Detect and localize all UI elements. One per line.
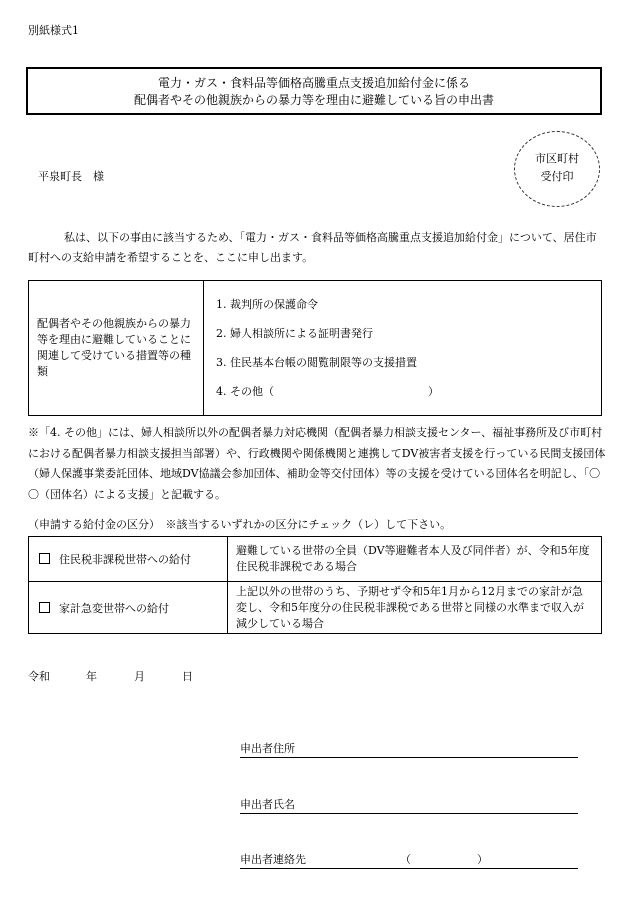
applicant-name-label: 申出者氏名 <box>240 798 295 811</box>
applicant-contact-label: 申出者連絡先 <box>240 853 306 866</box>
bucket-heading: （申請する給付金の区分） ※該当するいずれかの区分にチェック（レ）して下さい。 <box>28 518 452 531</box>
checkbox[interactable] <box>39 553 50 564</box>
measure-option[interactable]: 3. 住民基本台帳の閲覧制限等の支援措置 <box>216 356 417 369</box>
contact-phone-paren[interactable]: （ ） <box>400 853 488 866</box>
reception-stamp-area <box>514 131 600 207</box>
date-year[interactable]: 年 <box>86 670 97 683</box>
title-line-2: 配偶者やその他親族からの暴力等を理由に避難している旨の申出書 <box>133 93 494 107</box>
checkbox[interactable] <box>39 602 50 613</box>
measures-label: 配偶者やその他親族からの暴力等を理由に避難していることに関連して受けている措置等の種類 <box>29 281 204 416</box>
request-statement: 私は、以下の事由に該当するため、「電力・ガス・食料品等価格高騰重点支援追加給付金」について、居住市町村への支給申請を希望することを、ここに申し出ます。 <box>28 231 597 264</box>
addressee: 平泉町長 様 <box>38 170 104 183</box>
date-era: 令和 <box>28 670 50 683</box>
measures-table <box>28 280 602 416</box>
bucket-description: 避難している世帯の全員（DV等避難者本人及び同伴者）が、令和5年度住民税非課税である場合 <box>228 537 602 582</box>
applicant-address-field[interactable] <box>240 740 578 758</box>
title-line-1: 電力・ガス・食料品等価格高騰重点支援追加給付金に係る <box>157 76 470 90</box>
stamp-line-2: 受付印 <box>540 170 574 183</box>
measure-option-other[interactable]: 4. その他（ ） <box>216 385 439 398</box>
stamp-line-1: 市区町村 <box>535 152 579 165</box>
bucket-label: 家計急変世帯への給付 <box>59 601 169 615</box>
applicant-contact-field[interactable] <box>240 851 578 869</box>
applicant-name-field[interactable] <box>240 796 578 814</box>
date-month[interactable]: 月 <box>134 670 145 683</box>
measures-options <box>204 281 602 416</box>
note-text: ※「4. その他」には、婦人相談所以外の配偶者暴力対応機関（配偶者暴力相談支援センター、福祉事務所及び市町村における配偶者暴力相談支援担当部署）や、行政機関や関係機関と連携してDV被害者支援を行っている民間支援団体（婦人保護事業委託団体、地域DV協議会参加団体、補助金等交付団体）等の支援を受けている団体名を明記し、「〇〇（団体名）による支援」と記載する。 <box>28 426 606 501</box>
bucket-label: 住民税非課税世帯への給付 <box>59 553 191 566</box>
bucket-description: 上記以外の世帯のうち、予期せず令和5年1月から12月までの家計が急変し、令和5年度分の住民税非課税である世帯と同様の水準まで収入が減少している場合 <box>228 582 602 634</box>
date-day[interactable]: 日 <box>182 670 193 683</box>
bucket-option-cell <box>29 582 228 634</box>
table-row <box>29 582 602 634</box>
bucket-option-cell <box>29 537 228 582</box>
applicant-address-label: 申出者住所 <box>240 742 295 755</box>
form-number: 別紙様式1 <box>28 24 79 37</box>
bucket-table <box>28 536 602 634</box>
measure-option[interactable]: 1. 裁判所の保護命令 <box>216 298 318 311</box>
document-title <box>26 67 602 115</box>
table-row <box>29 537 602 582</box>
date-line <box>28 668 193 684</box>
measure-option[interactable]: 2. 婦人相談所による証明書発行 <box>216 327 373 340</box>
